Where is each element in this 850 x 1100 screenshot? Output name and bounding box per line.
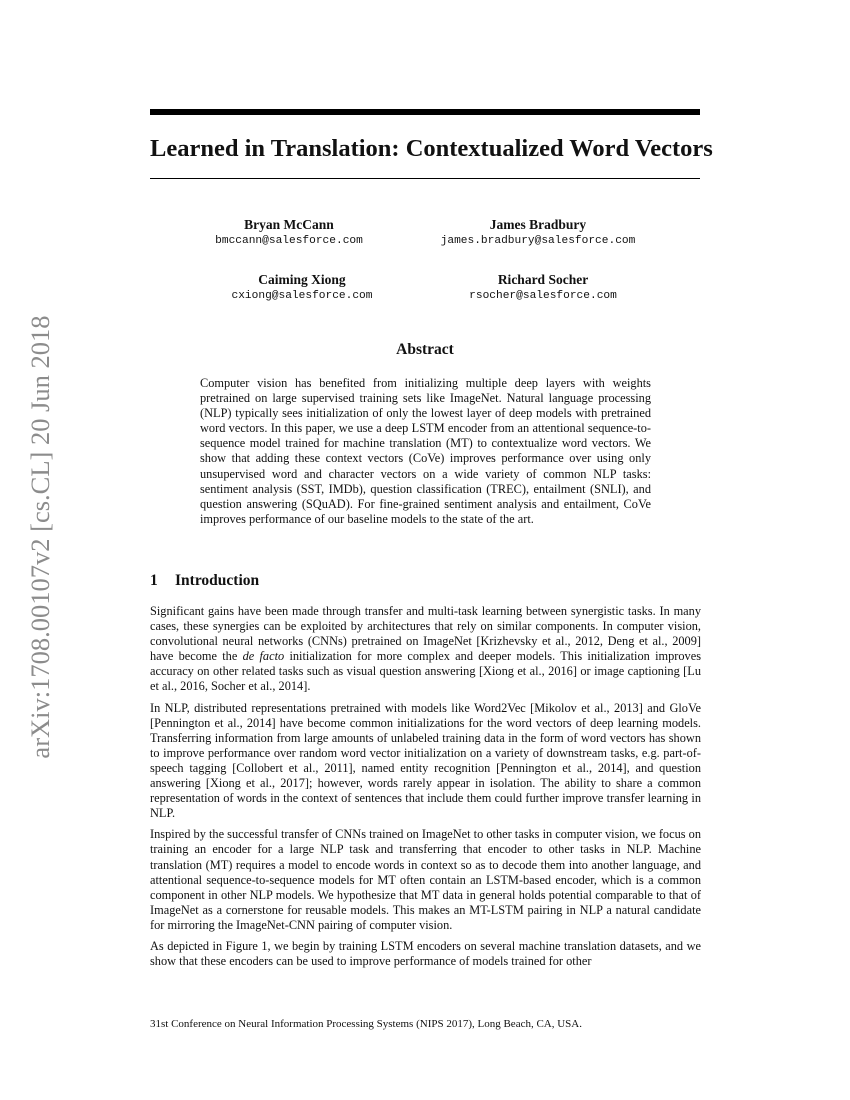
section-title: Introduction (175, 572, 260, 589)
author-block (159, 217, 419, 249)
conference-footnote: 31st Conference on Neural Information Processing Systems (NIPS 2017), Long Beach, CA, USA. (150, 1018, 582, 1030)
author-email[interactable]: rsocher@salesforce.com (469, 290, 617, 302)
paragraph (150, 604, 701, 695)
author-email[interactable]: cxiong@salesforce.com (231, 290, 373, 302)
emphasis: de facto (242, 649, 285, 664)
paper-title: Learned in Translation: Contextualized Word Vectors (150, 135, 713, 162)
author-name: Caiming Xiong (258, 272, 346, 287)
top-rule (150, 109, 700, 115)
section-number: 1 (150, 572, 158, 589)
author-block (172, 272, 432, 304)
section-heading (150, 571, 259, 591)
author-email[interactable]: bmccann@salesforce.com (215, 235, 363, 247)
paragraph: Inspired by the successful transfer of CNNs trained on ImageNet to other tasks in computer vision, we focus on training an encoder for a large NLP task and transferring that encoder to other tasks in NLP. Machine translation (MT) requires a model to encode words in context so as to decode them into another language, and attentional sequence-to-sequence models for MT often contain an LSTM-based encoder, which is a common component in other NLP models. We hypothesize that MT data in general holds potential comparable to that of ImageNet as a cornerstone for reusable models. This makes an MT-LSTM pairing in NLP a natural candidate for mirroring the ImageNet-CNN pairing of computer vision. (150, 827, 701, 932)
author-name: Richard Socher (497, 272, 589, 287)
author-name: James Bradbury (489, 217, 587, 232)
author-block (408, 217, 668, 249)
paragraph-text: initialization for more complex and deeper models. This initialization improves accuracy on other related tasks such as visual question answering [Xiong et al., 2016] or image captioning [Lu et al., 2016, Socher et al., 2014]. (150, 649, 702, 694)
author-email[interactable]: james.bradbury@salesforce.com (440, 235, 636, 247)
author-name: Bryan McCann (244, 217, 334, 232)
paragraph-text: Significant gains have been made through transfer and multi-task learning between synergistic tasks. In many cases, these synergies can be exploited by architectures that rely on similar components. In computer vision, convolutional neural networks (CNNs) pretrained on ImageNet [Krizhevsky et al., 2012, Deng et al., 2009] have become the (150, 604, 701, 664)
section-body (150, 604, 701, 975)
paragraph: As depicted in Figure 1, we begin by training LSTM encoders on several machine translation datasets, and we show that these encoders can be used to improve performance of models trained for other (150, 938, 701, 969)
paragraph: In NLP, distributed representations pretrained with models like Word2Vec [Mikolov et al., 2013] and GloVe [Pennington et al., 2014] have become common initializations for the word vectors of deep learning models. Transferring information from large amounts of unlabeled training data in the form of word vectors has shown to improve performance over random word vector initialization on a variety of downstream tasks, e.g. part-of-speech tagging [Collobert et al., 2011], named entity recognition [Pennington et al., 2014], and question answering [Xiong et al., 2017]; however, words rarely appear in isolation. The ability to share a common representation of words in the context of sentences that include them could further improve transfer learning in NLP. (150, 700, 701, 821)
abstract-heading: Abstract (396, 341, 454, 358)
author-block (413, 272, 673, 304)
title-rule (150, 178, 700, 179)
arxiv-stamp: arXiv:1708.00107v2 [cs.CL] 20 Jun 2018 (25, 315, 55, 759)
abstract-text: Computer vision has benefited from initializing multiple deep layers with weights pretrained on large supervised training sets like ImageNet. Natural language processing (NLP) typically sees initialization of only the lowest layer of deep models with pretrained word vectors. In this paper, we use a deep LSTM encoder from an attentional sequence-to-sequence model trained for machine translation (MT) to contextualize word vectors. We show that adding these context vectors (CoVe) improves performance over using only unsupervised word and character vectors on a wide variety of common NLP tasks: sentiment analysis (SST, IMDb), question classification (TREC), entailment (SNLI), and question answering (SQuAD). For fine-grained sentiment analysis and entailment, CoVe improves performance of our baseline models to the state of the art. (200, 376, 651, 526)
